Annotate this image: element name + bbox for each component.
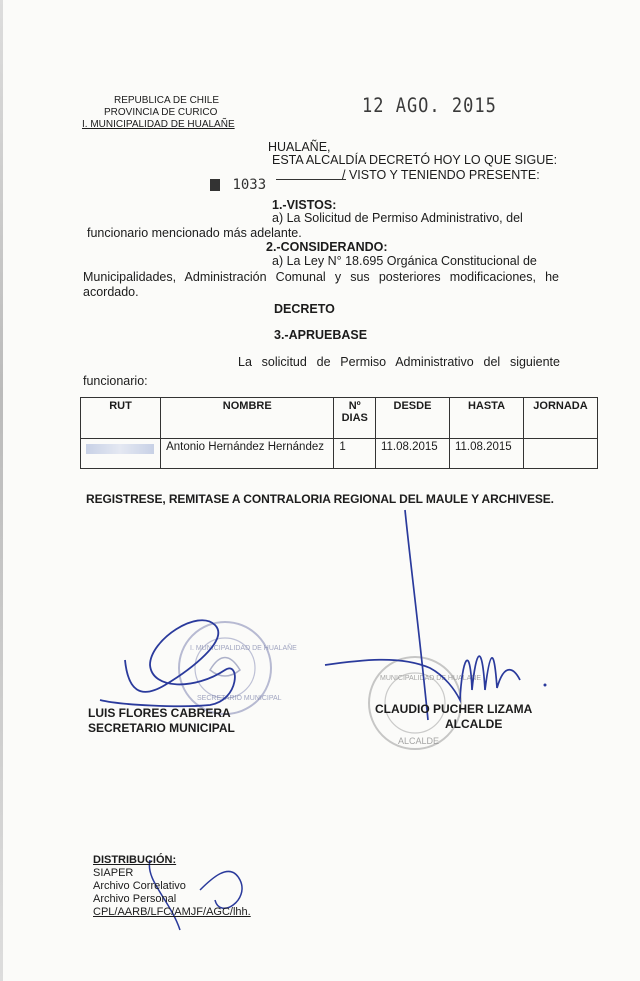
vistos-a: a) La Solicitud de Permiso Administrativo, del — [272, 211, 523, 225]
left-signer-name: LUIS FLORES CABRERA — [88, 706, 231, 720]
distribution-item: Archivo Personal — [93, 893, 177, 905]
decreto-title: DECRETO — [274, 302, 335, 316]
right-signature-stroke — [325, 510, 520, 720]
date-stamp: 12 AGO. 2015 — [362, 94, 497, 118]
decree-number: 1033 — [232, 177, 267, 193]
right-signer-name: CLAUDIO PUCHER LIZAMA — [375, 702, 533, 716]
funcionario-line: funcionario: — [83, 374, 148, 388]
header-line-1: REPUBLICA DE CHILE — [114, 95, 220, 106]
cell-desde: 11.08.2015 — [375, 439, 449, 469]
apruebase-title: 3.-APRUEBASE — [274, 328, 368, 342]
left-seal-top-text: I. MUNICIPALIDAD DE HUALAÑE — [190, 645, 297, 652]
cell-hasta: 11.08.2015 — [449, 439, 523, 469]
cell-nombre: Antonio Hernández Hernández — [161, 439, 334, 469]
right-seal-bottom-text: ALCALDE — [398, 736, 440, 746]
distribution-item: SIAPER — [93, 867, 134, 879]
right-seal-top-text: MUNICIPALIDAD DE HUALAÑE — [380, 675, 482, 682]
cell-dias: 1 — [334, 439, 376, 469]
considerando-a-cont: Municipalidades, Administración Comunal y sus posteriores modificaciones, he acordado. — [83, 270, 559, 299]
col-header-jornada: JORNADA — [523, 398, 597, 439]
col-header-nombre: NOMBRE — [161, 398, 334, 439]
scan-edge — [0, 0, 3, 981]
left-seal-bottom-text: SECRETARIO MUNICIPAL — [197, 695, 282, 702]
considerando-a: a) La Ley N° 18.695 Orgánica Constitucional de — [272, 254, 537, 268]
header-line-3: I. MUNICIPALIDAD DE HUALAÑE — [82, 119, 235, 130]
distribution-item: CPL/AARB/LFC/AMJF/AGC/lhh. — [93, 906, 251, 918]
header-line-2: PROVINCIA DE CURICO — [104, 107, 218, 118]
left-seal — [179, 622, 297, 714]
vistos-title: 1.-VISTOS: — [272, 198, 337, 212]
col-header-dias: Nº DIAS — [334, 398, 376, 439]
closing-line: REGISTRESE, REMITASE A CONTRALORIA REGIONAL DEL MAULE Y ARCHIVESE. — [86, 492, 554, 506]
right-signer-title: ALCALDE — [445, 717, 503, 731]
visto-line: / VISTO Y TENIENDO PRESENTE: — [342, 168, 540, 182]
solicitud-line: La solicitud de Permiso Administrativo del siguiente — [238, 355, 560, 369]
col-header-desde: DESDE — [375, 398, 449, 439]
distribution-title: DISTRIBUCIÓN: — [93, 854, 177, 866]
distribution-block — [93, 854, 251, 919]
right-signature-block — [375, 702, 532, 732]
considerando-title: 2.-CONSIDERANDO: — [266, 240, 388, 254]
left-signature-block — [88, 706, 235, 736]
vistos-a-cont: funcionario mencionado más adelante. — [87, 226, 302, 240]
left-signer-title: SECRETARIO MUNICIPAL — [88, 721, 235, 735]
col-header-hasta: HASTA — [449, 398, 523, 439]
distribution-item: Archivo Correlativo — [93, 880, 186, 892]
col-header-rut: RUT — [81, 398, 161, 439]
city-line: HUALAÑE, — [268, 140, 331, 154]
decree-line: ESTA ALCALDÍA DECRETÓ HOY LO QUE SIGUE: — [272, 153, 558, 167]
ink-dot — [544, 684, 547, 687]
